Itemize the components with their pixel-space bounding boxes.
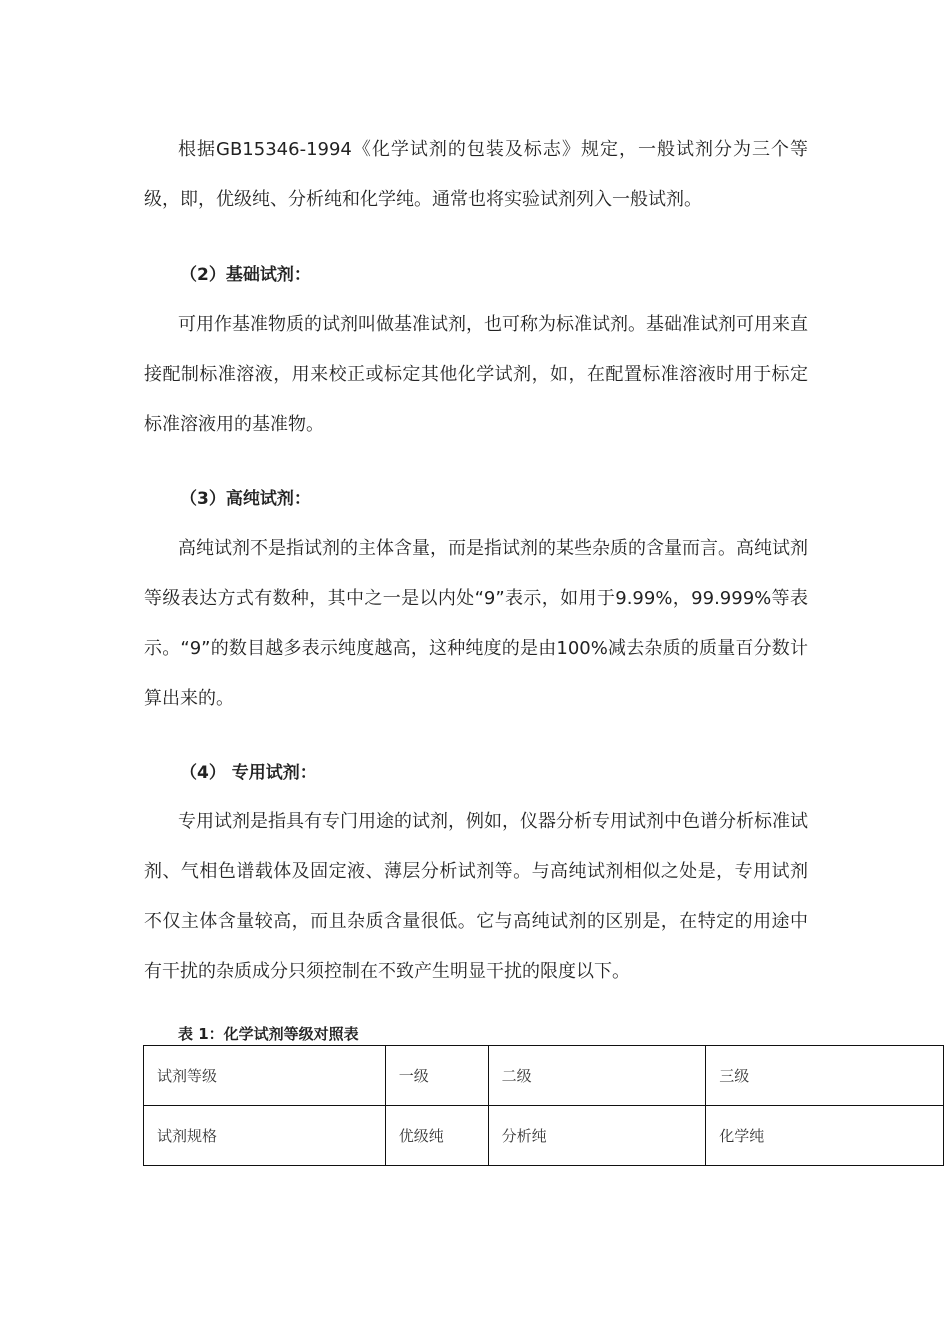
table-cell: 分析纯 bbox=[488, 1106, 706, 1166]
table-cell: 三级 bbox=[706, 1046, 944, 1106]
table-caption: 表 1：化学试剂等级对照表 bbox=[178, 1025, 359, 1043]
table-cell: 试剂规格 bbox=[144, 1106, 386, 1166]
table-cell: 一级 bbox=[385, 1046, 488, 1106]
heading-high-purity-reagent: （3）高纯试剂： bbox=[180, 489, 311, 509]
table-cell: 优级纯 bbox=[385, 1106, 488, 1166]
table-row bbox=[144, 1046, 944, 1106]
table-cell: 二级 bbox=[488, 1046, 706, 1106]
intro-paragraph: 根据GB15346-1994《化学试剂的包装及标志》规定，一般试剂分为三个等级，即，优级纯、分析纯和化学纯。通常也将实验试剂列入一般试剂。 bbox=[144, 139, 808, 210]
table-cell: 化学纯 bbox=[706, 1106, 944, 1166]
table-row bbox=[144, 1106, 944, 1166]
basic-reagent-paragraph: 可用作基准物质的试剂叫做基准试剂，也可称为标准试剂。基础准试剂可用来直接配制标准溶液，用来校正或标定其他化学试剂，如，在配置标准溶液时用于标定标准溶液用的基准物。 bbox=[144, 314, 808, 435]
heading-special-reagent: （4） 专用试剂： bbox=[180, 763, 317, 783]
heading-basic-reagent: （2）基础试剂： bbox=[180, 265, 311, 285]
table-cell: 试剂等级 bbox=[144, 1046, 386, 1106]
high-purity-paragraph: 高纯试剂不是指试剂的主体含量，而是指试剂的某些杂质的含量而言。高纯试剂等级表达方式有数种，其中之一是以内处“9”表示，如用于9.99%，99.999%等表示。“9”的数目越多表示纯度越高，这种纯度的是由100%减去杂质的质量百分数计算出来的。 bbox=[144, 538, 808, 709]
special-reagent-paragraph: 专用试剂是指具有专门用途的试剂，例如，仪器分析专用试剂中色谱分析标准试剂、气相色谱载体及固定液、薄层分析试剂等。与高纯试剂相似之处是，专用试剂不仅主体含量较高，而且杂质含量很低。它与高纯试剂的区别是，在特定的用途中有干扰的杂质成分只须控制在不致产生明显干扰的限度以下。 bbox=[144, 811, 808, 982]
reagent-grade-table bbox=[143, 1045, 944, 1166]
